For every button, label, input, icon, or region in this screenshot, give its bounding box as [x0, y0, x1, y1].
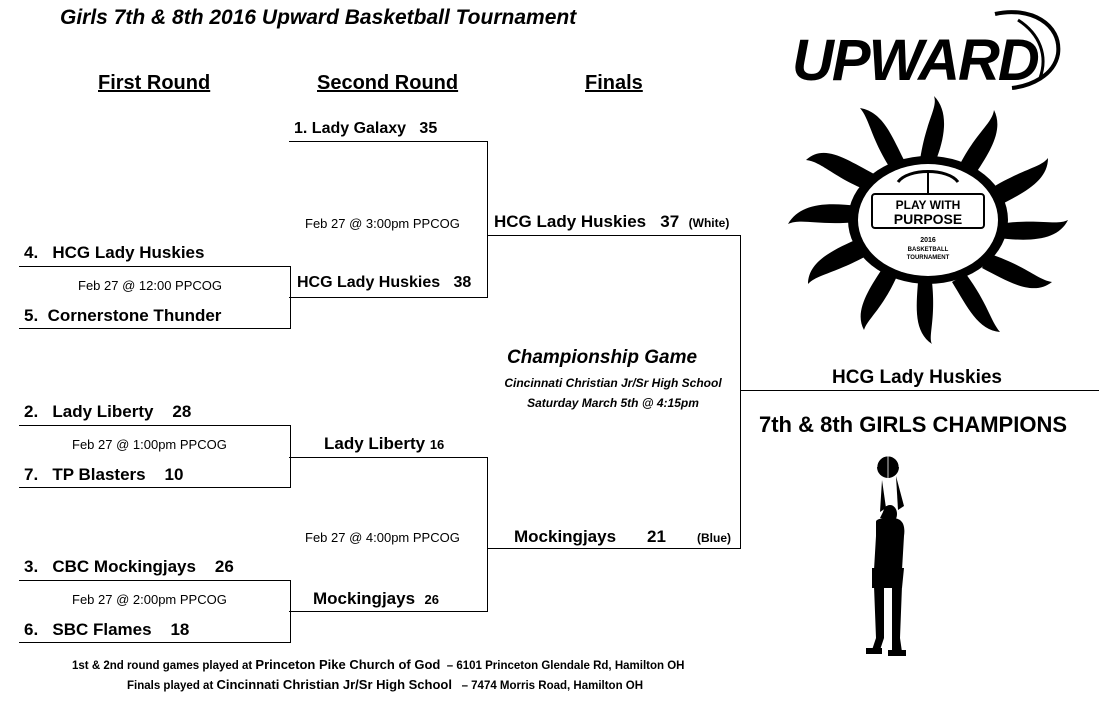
schedule-r2-bottom: Feb 27 @ 4:00pm PPCOG	[305, 530, 460, 545]
bracket-line	[289, 297, 487, 298]
badge-sub-2: TOURNAMENT	[906, 255, 950, 261]
upward-logo-graphic	[790, 6, 1066, 94]
team-hcg-lady-huskies-r2: HCG Lady Huskies 38	[297, 274, 472, 291]
team-sbc-flames: 6. SBC Flames 18	[24, 620, 190, 639]
player-silhouette-icon	[846, 452, 926, 658]
team-mockingjays-final: Mockingjays	[514, 527, 617, 546]
schedule-r1-g1: Feb 27 @ 12:00 PPCOG	[78, 278, 222, 293]
bracket-line	[487, 548, 740, 549]
bracket-line	[19, 580, 290, 581]
final-bottom-color: (Blue)	[697, 531, 731, 545]
bracket-line	[289, 457, 487, 458]
schedule-r1-g3: Feb 27 @ 2:00pm PPCOG	[72, 592, 227, 607]
team-hcg-lady-huskies-final: HCG Lady Huskies 37 (White)	[494, 212, 730, 231]
championship-venue: Cincinnati Christian Jr/Sr High School	[504, 376, 722, 390]
bracket-line	[487, 235, 740, 236]
sun-badge-icon	[768, 96, 1088, 344]
champions-label: 7th & 8th GIRLS CHAMPIONS	[759, 412, 1068, 437]
bracket-line	[289, 611, 487, 612]
final-bottom-score: 21	[647, 527, 666, 546]
play-with-purpose-badge	[768, 96, 1088, 344]
bracket-line	[19, 642, 290, 643]
header-second-round: Second Round	[317, 72, 459, 94]
championship-game-title: Championship Game	[507, 347, 698, 368]
badge-sub-1: BASKETBALL	[907, 247, 949, 253]
badge-line-2: PURPOSE	[893, 211, 963, 227]
footer-line-2: Finals played at Cincinnati Christian Jr/Sr High School – 7474 Morris Road, Hamilton OH	[127, 677, 644, 692]
bracket-line	[740, 390, 1099, 391]
bracket-line	[19, 266, 290, 267]
bracket-line	[740, 235, 741, 549]
header-finals: Finals	[585, 72, 643, 94]
bracket-line	[19, 328, 290, 329]
player-silhouette-graphic	[846, 452, 926, 658]
team-lady-liberty-r1: 2. Lady Liberty 28	[24, 402, 192, 421]
badge-year: 2016	[920, 237, 936, 244]
header-first-round: First Round	[98, 72, 211, 94]
upward-logo	[790, 6, 1066, 94]
team-mockingjays-r2: Mockingjays 26	[313, 589, 439, 608]
bracket-line	[487, 457, 488, 612]
schedule-r1-g2: Feb 27 @ 1:00pm PPCOG	[72, 437, 227, 452]
bracket-line	[19, 487, 290, 488]
team-tp-blasters: 7. TP Blasters 10	[24, 465, 184, 484]
team-lady-liberty-r2: Lady Liberty 16	[324, 434, 445, 453]
championship-date: Saturday March 5th @ 4:15pm	[527, 396, 699, 410]
team-hcg-lady-huskies-r1: 4. HCG Lady Huskies	[24, 243, 205, 262]
champion-name: HCG Lady Huskies	[832, 367, 1002, 388]
page-title: Girls 7th & 8th 2016 Upward Basketball Tournament	[60, 6, 577, 29]
team-cbc-mockingjays: 3. CBC Mockingjays 26	[24, 557, 234, 576]
footer-line-1: 1st & 2nd round games played at Princeton Pike Church of God – 6101 Princeton Glendale Rd, Hamilton OH	[72, 657, 685, 672]
bracket-line	[289, 141, 487, 142]
upward-logo-text: UPWARD	[792, 28, 1038, 93]
bracket-line	[19, 425, 290, 426]
schedule-r2-top: Feb 27 @ 3:00pm PPCOG	[305, 216, 460, 231]
team-cornerstone-thunder: 5. Cornerstone Thunder	[24, 306, 222, 325]
bracket-line	[487, 141, 488, 298]
team-lady-galaxy: 1. Lady Galaxy 35	[294, 120, 438, 137]
badge-line-1: PLAY WITH	[895, 198, 961, 212]
